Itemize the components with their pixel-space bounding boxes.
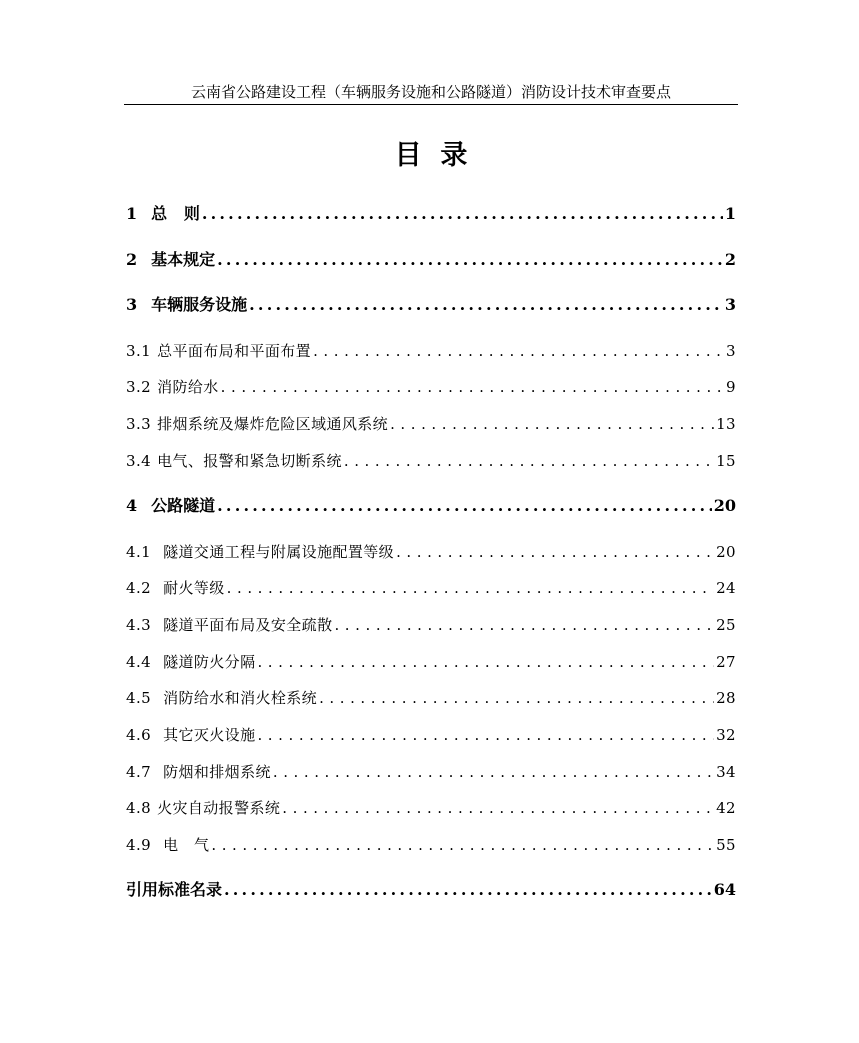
dot-leader [282, 795, 714, 821]
toc-entry-title: 基本规定 [151, 250, 216, 269]
toc-entry-title: 火灾自动报警系统 [157, 799, 281, 817]
toc-entry-number: 3.4 [126, 452, 152, 470]
toc-entry-number: 3 [126, 295, 138, 314]
toc-entry-page: 64 [713, 880, 736, 899]
toc-entry-page: 32 [716, 726, 736, 744]
toc-entry-number: 4.1 [126, 543, 152, 561]
toc-entry-page: 20 [713, 496, 736, 515]
toc-entry-4-7[interactable] [126, 759, 736, 785]
toc-entry-4-9[interactable] [126, 832, 736, 858]
dot-leader [334, 612, 714, 638]
toc-entry-title: 引用标准名录 [126, 880, 223, 899]
toc-entry-page: 34 [716, 763, 736, 781]
toc-entry-title: 总平面布局和平面布置 [157, 342, 312, 360]
toc-entry-number: 3.1 [126, 342, 152, 360]
toc-title: 目 录 [394, 140, 468, 171]
toc-entry-page: 24 [716, 579, 736, 597]
toc-entry-page: 55 [716, 836, 736, 854]
toc-entry-4[interactable] [126, 493, 736, 519]
toc-entry-number: 4.5 [126, 689, 152, 707]
toc-entry-number: 3.2 [126, 378, 152, 396]
toc-entry-title: 排烟系统及爆炸危险区域通风系统 [157, 415, 389, 433]
toc-entry-title: 电气、报警和紧急切断系统 [157, 452, 342, 470]
dot-leader [224, 877, 712, 903]
dot-leader [396, 539, 714, 565]
toc-entry-number: 4.9 [126, 836, 152, 854]
toc-entry-2[interactable] [126, 247, 736, 273]
toc-entry-page: 20 [716, 543, 736, 561]
dot-leader [217, 247, 723, 273]
toc-entry-title: 消防给水 [157, 378, 219, 396]
toc-entry-title: 防烟和排烟系统 [163, 763, 271, 781]
toc-entry-number: 4.2 [126, 579, 152, 597]
toc-entry-3-3[interactable] [126, 411, 736, 437]
toc-entry-title: 其它灭火设施 [163, 726, 256, 744]
dot-leader [202, 201, 723, 227]
toc-entry-4-8[interactable] [126, 795, 736, 821]
toc-entry-number: 4.4 [126, 653, 152, 671]
toc-entry-cited-standards[interactable] [126, 877, 736, 903]
toc-entry-title: 隧道交通工程与附属设施配置等级 [163, 543, 395, 561]
dot-leader [390, 411, 714, 437]
toc-entry-number: 3.3 [126, 415, 152, 433]
dot-leader [217, 493, 712, 519]
toc-entry-page: 1 [724, 204, 736, 223]
toc-entry-title: 隧道平面布局及安全疏散 [163, 616, 333, 634]
toc-entry-page: 42 [716, 799, 736, 817]
toc-entry-title: 消防给水和消火栓系统 [163, 689, 318, 707]
toc-entry-page: 15 [716, 452, 736, 470]
toc-entry-1[interactable] [126, 201, 736, 227]
toc-entry-number: 2 [126, 250, 138, 269]
toc-entry-4-3[interactable] [126, 612, 736, 638]
toc-entry-number: 4.8 [126, 799, 152, 817]
toc-entry-page: 2 [724, 250, 736, 269]
dot-leader [211, 832, 714, 858]
toc-entry-number: 4 [126, 496, 138, 515]
toc-entry-title: 隧道防火分隔 [163, 653, 256, 671]
toc-entry-4-5[interactable] [126, 685, 736, 711]
toc-entry-3-1[interactable] [126, 338, 736, 364]
toc-entry-title: 车辆服务设施 [151, 295, 248, 314]
toc-entry-number: 4.3 [126, 616, 152, 634]
toc-entry-4-6[interactable] [126, 722, 736, 748]
dot-leader [249, 292, 723, 318]
dot-leader [273, 759, 714, 785]
toc-entry-page: 3 [724, 295, 736, 314]
toc-entry-page: 28 [716, 689, 736, 707]
dot-leader [221, 374, 724, 400]
toc-entry-page: 25 [716, 616, 736, 634]
toc-entry-title: 电 气 [163, 836, 210, 854]
toc-entry-number: 1 [126, 204, 138, 223]
dot-leader [319, 685, 714, 711]
toc-entry-number: 4.7 [126, 763, 152, 781]
toc-entry-4-4[interactable] [126, 649, 736, 675]
toc-entry-3-2[interactable] [126, 374, 736, 400]
dot-leader [227, 575, 714, 601]
toc-entry-4-1[interactable] [126, 539, 736, 565]
toc-entry-title: 公路隧道 [151, 496, 216, 515]
dot-leader [257, 722, 714, 748]
dot-leader [257, 649, 714, 675]
toc-entry-title: 总 则 [151, 204, 200, 223]
toc-entry-3-4[interactable] [126, 448, 736, 474]
toc-entry-number: 4.6 [126, 726, 152, 744]
toc-entry-title: 耐火等级 [163, 579, 225, 597]
running-header: 云南省公路建设工程（车辆服务设施和公路隧道）消防设计技术审查要点 [190, 83, 671, 101]
toc-entry-3[interactable] [126, 292, 736, 318]
toc-entry-page: 27 [716, 653, 736, 671]
dot-leader [344, 448, 714, 474]
toc-entry-page: 3 [726, 342, 736, 360]
toc-entry-page: 13 [716, 415, 736, 433]
toc-entry-4-2[interactable] [126, 575, 736, 601]
dot-leader [313, 338, 724, 364]
toc-entry-page: 9 [726, 378, 736, 396]
